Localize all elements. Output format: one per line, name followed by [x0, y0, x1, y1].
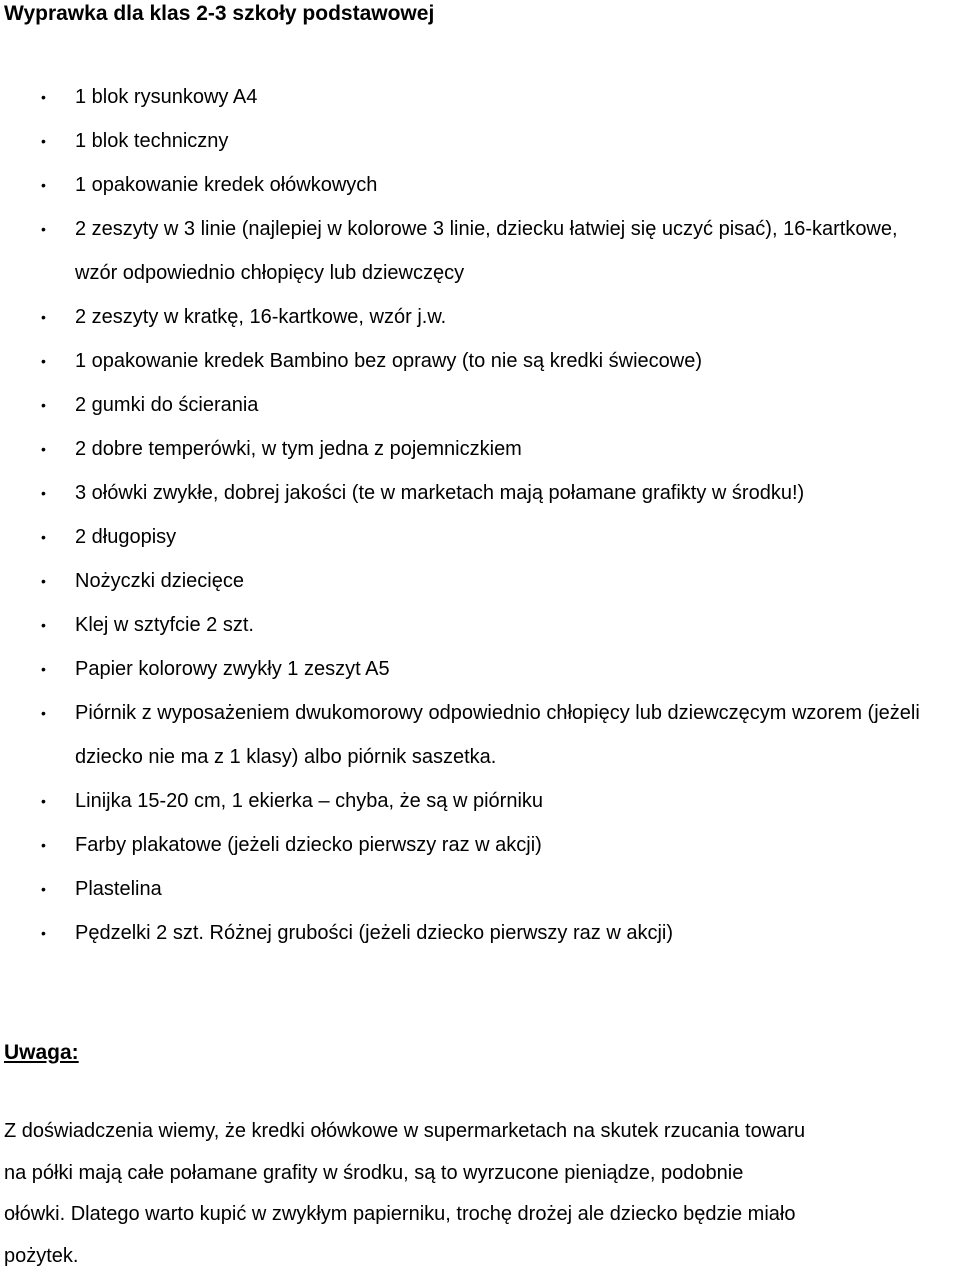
list-item-text: 1 opakowanie kredek ołówkowych — [75, 163, 940, 207]
list-item — [0, 823, 960, 867]
note-line: Z doświadczenia wiemy, że kredki ołówkowe w supermarketach na skutek rzucania towaru — [4, 1111, 960, 1153]
list-item — [0, 119, 960, 163]
list-item — [0, 911, 960, 955]
list-item-text: Plastelina — [75, 867, 940, 911]
document-title: Wyprawka dla klas 2-3 szkoły podstawowej — [4, 1, 434, 27]
bullet-icon: • — [41, 823, 46, 867]
bullet-icon: • — [41, 911, 46, 955]
bullet-icon: • — [41, 647, 46, 691]
bullet-icon: • — [41, 427, 46, 471]
list-item — [0, 207, 960, 295]
list-item — [0, 691, 960, 779]
bullet-icon: • — [41, 383, 46, 427]
bullet-icon: • — [41, 207, 46, 251]
list-item-text: 2 gumki do ścierania — [75, 383, 940, 427]
note-line: ołówki. Dlatego warto kupić w zwykłym papierniku, trochę drożej ale dziecko będzie miało — [4, 1194, 960, 1236]
list-item-text: 1 blok techniczny — [75, 119, 940, 163]
bullet-icon: • — [41, 339, 46, 383]
note-line: pożytek. — [4, 1236, 960, 1277]
list-item-text: 3 ołówki zwykłe, dobrej jakości (te w marketach mają połamane grafikty w środku!) — [75, 471, 940, 515]
list-item — [0, 647, 960, 691]
list-item-text: 2 dobre temperówki, w tym jedna z pojemniczkiem — [75, 427, 940, 471]
bullet-icon: • — [41, 559, 46, 603]
list-item — [0, 471, 960, 515]
list-item-text: Piórnik z wyposażeniem dwukomorowy odpowiednio chłopięcy lub dziewczęcym wzorem (jeżeli dziecko nie ma z 1 klasy) albo piórnik saszetka. — [75, 691, 940, 779]
supply-list — [0, 75, 960, 955]
bullet-icon: • — [41, 515, 46, 559]
list-item — [0, 515, 960, 559]
note-line: na półki mają całe połamane grafity w środku, są to wyrzucone pieniądze, podobnie — [4, 1153, 960, 1195]
bullet-icon: • — [41, 603, 46, 647]
list-item-text: Klej w sztyfcie 2 szt. — [75, 603, 940, 647]
bullet-icon: • — [41, 295, 46, 339]
list-item-text: Papier kolorowy zwykły 1 zeszyt A5 — [75, 647, 940, 691]
list-item-text: 2 zeszyty w kratkę, 16-kartkowe, wzór j.w. — [75, 295, 940, 339]
note-body — [4, 1111, 960, 1277]
list-item-text: Linijka 15-20 cm, 1 ekierka – chyba, że są w piórniku — [75, 779, 940, 823]
bullet-icon: • — [41, 75, 46, 119]
list-item — [0, 383, 960, 427]
list-item — [0, 427, 960, 471]
bullet-icon: • — [41, 691, 46, 735]
list-item-text: 1 opakowanie kredek Bambino bez oprawy (to nie są kredki świecowe) — [75, 339, 940, 383]
list-item — [0, 163, 960, 207]
list-item-text: Nożyczki dziecięce — [75, 559, 940, 603]
list-item — [0, 779, 960, 823]
bullet-icon: • — [41, 163, 46, 207]
note-heading: Uwaga: — [4, 1040, 79, 1066]
list-item — [0, 603, 960, 647]
list-item — [0, 75, 960, 119]
bullet-icon: • — [41, 119, 46, 163]
list-item — [0, 559, 960, 603]
bullet-icon: • — [41, 867, 46, 911]
bullet-icon: • — [41, 779, 46, 823]
list-item-text: Farby plakatowe (jeżeli dziecko pierwszy raz w akcji) — [75, 823, 940, 867]
list-item-text: 2 długopisy — [75, 515, 940, 559]
bullet-icon: • — [41, 471, 46, 515]
list-item — [0, 867, 960, 911]
list-item-text: 2 zeszyty w 3 linie (najlepiej w kolorowe 3 linie, dziecku łatwiej się uczyć pisać), 16-kartkowe, wzór odpowiednio chłopięcy lub dziewczęcy — [75, 207, 940, 295]
list-item — [0, 295, 960, 339]
list-item-text: 1 blok rysunkowy A4 — [75, 75, 940, 119]
list-item-text: Pędzelki 2 szt. Różnej grubości (jeżeli dziecko pierwszy raz w akcji) — [75, 911, 940, 955]
list-item — [0, 339, 960, 383]
